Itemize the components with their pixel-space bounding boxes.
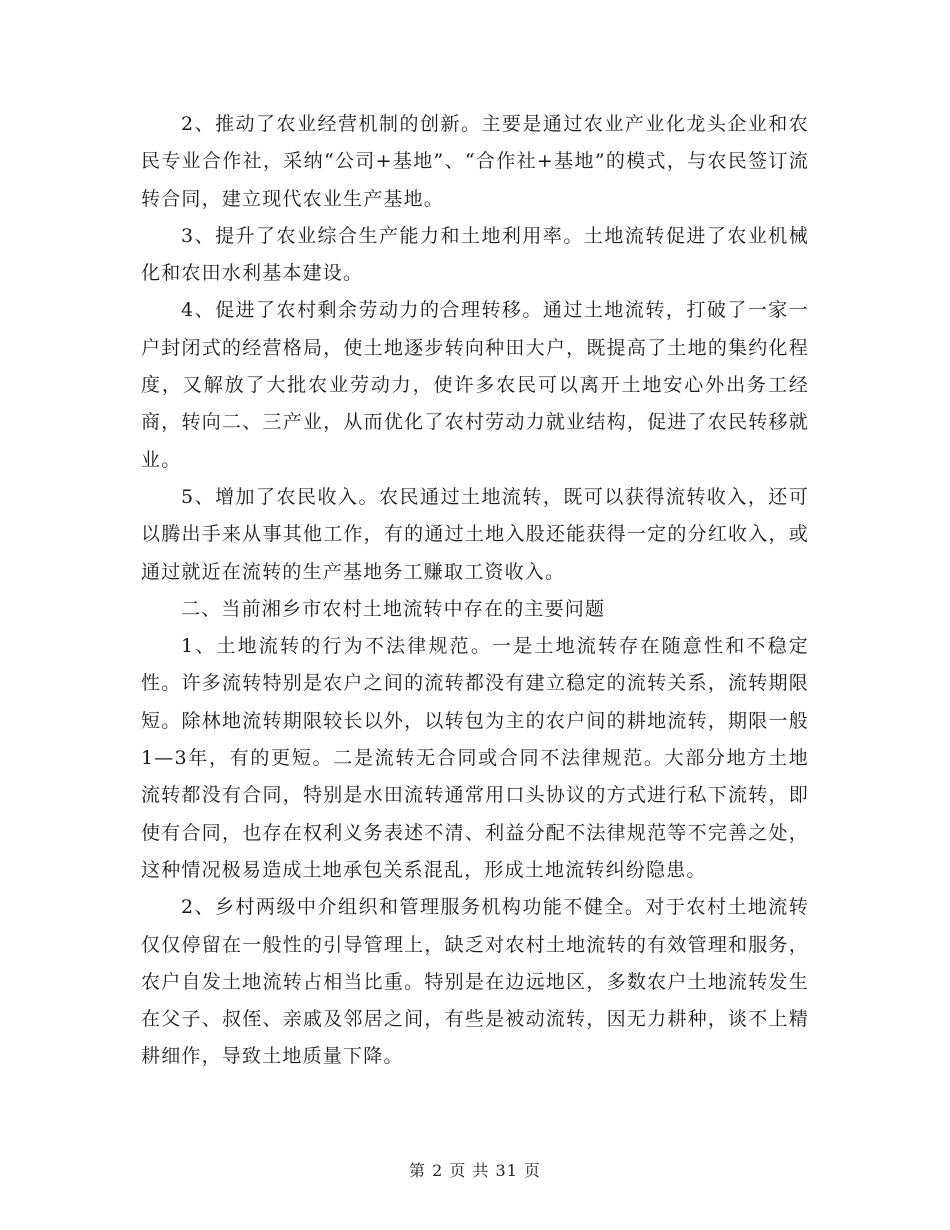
paragraph-item-2: 2、推动了农业经营机制的创新。主要是通过农业产业化龙头企业和农民专业合作社，采纳“公司+基地”、“合作社+基地”的模式，与农民签订流转合同，建立现代农业生产基地。 [141, 113, 809, 210]
section-paragraph-2: 2、乡村两级中介组织和管理服务机构功能不健全。对于农村土地流转仅仅停留在一般性的引导管理上，缺乏对农村土地流转的有效管理和服务，农户自发土地流转占相当比重。特别是在边远地区，多数农户土地流转发生在父子、叔侄、亲戚及邻居之间，有些是被动流转，因无力耕种，谈不上精耕细作，导致土地质量下降。 [141, 896, 809, 1068]
document-body [141, 106, 809, 1076]
paragraph-item-4: 4、促进了农村剩余劳动力的合理转移。通过土地流转，打破了一家一户封闭式的经营格局，使土地逐步转向种田大户，既提高了土地的集约化程度，又解放了大批农业劳动力，使许多农民可以离开土地安心外出务工经商，转向二、三产业，从而优化了农村劳动力就业结构，促进了农民转移就业。 [141, 299, 809, 471]
section-paragraph-1: 1、土地流转的行为不法律规范。一是土地流转存在随意性和不稳定性。许多流转特别是农户之间的流转都没有建立稳定的流转关系，流转期限短。除林地流转期限较长以外，以转包为主的农户间的耕地流转，期限一般1—3年，有的更短。二是流转无合同或合同不法律规范。大部分地方土地流转都没有合同，特别是水田流转通常用口头协议的方式进行私下流转，即使有合同，也存在权利义务表述不清、利益分配不法律规范等不完善之处，这种情况极易造成土地承包关系混乱，形成土地流转纠纷隐患。 [141, 635, 809, 881]
page-number-label: 第 2 页 共 31 页 [409, 1161, 541, 1180]
page-footer [0, 1158, 950, 1181]
paragraph-item-3: 3、提升了农业综合生产能力和土地利用率。土地流转促进了农业机械化和农田水利基本建设。 [141, 224, 809, 285]
section-heading: 二、当前湘乡市农村土地流转中存在的主要问题 [181, 597, 606, 620]
paragraph-item-5: 5、增加了农民收入。农民通过土地流转，既可以获得流转收入，还可以腾出手来从事其他工作，有的通过土地入股还能获得一定的分红收入，或通过就近在流转的生产基地务工赚取工资收入。 [141, 485, 809, 583]
